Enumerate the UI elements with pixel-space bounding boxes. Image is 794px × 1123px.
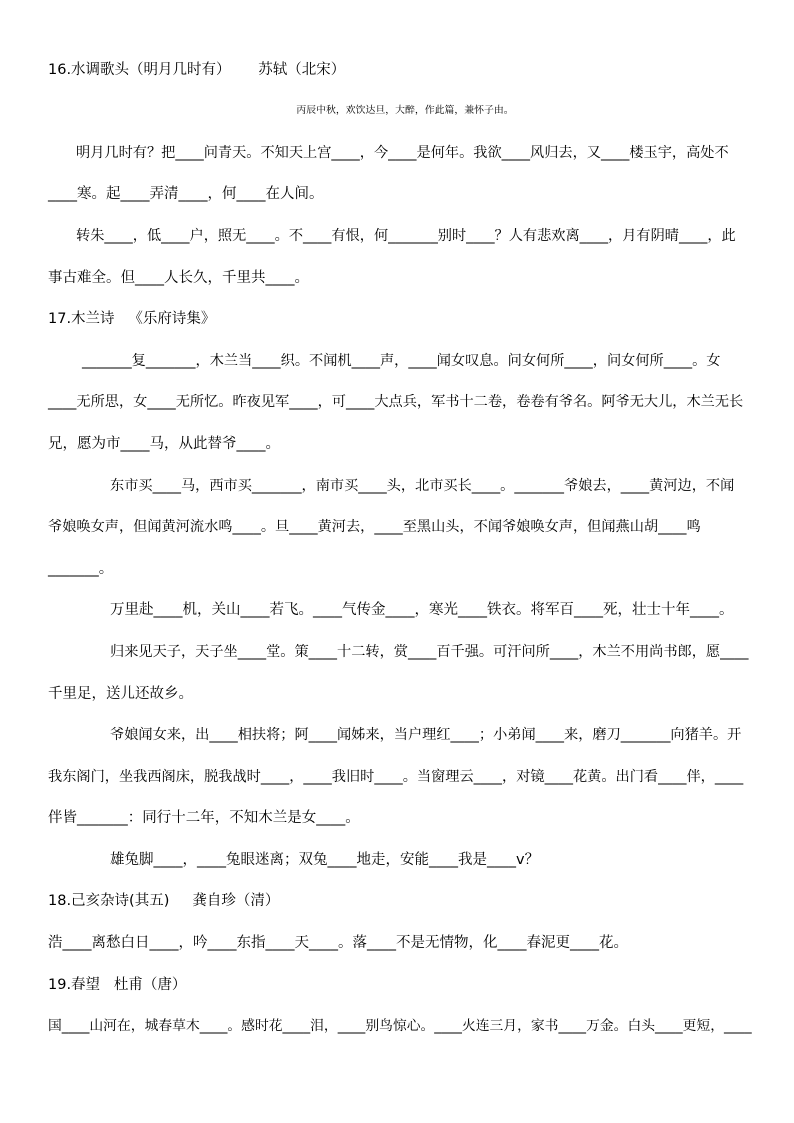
text-line: ____寒。起____弄清____，何____在人间。 — [48, 186, 324, 202]
text-line: 转朱____，低____户，照无____。不____有恨，何_______别时____？人有悲欢离____，月有阴晴____，此 — [76, 228, 736, 244]
section-19-heading: 19.春望 杜甫（唐） — [48, 977, 187, 993]
text-line: 兄，愿为市____马，从此替爷____。 — [48, 436, 280, 452]
text-line: 伴皆_______：同行十二年，不知木兰是女____。 — [48, 810, 360, 826]
text-line: 东市买____马，西市买_______，南市买____头，北市买长____。_______爷娘去，____黄河边，不闻 — [110, 478, 735, 494]
preface-line: 丙辰中秋，欢饮达旦，大醉，作此篇，兼怀子由。 — [296, 105, 514, 116]
text-line: 千里足，送儿还故乡。 — [48, 686, 193, 702]
text-line: _______。 — [48, 561, 114, 577]
text-line: _______复_______，木兰当____织。不闻机____声，____闻女叹息。问女何所____，问女何所____。女 — [82, 353, 721, 369]
text-line: 爷娘唤女声，但闻黄河流水鸣____。旦____黄河去，____至黑山头，不闻爷娘唤女声，但闻燕山胡____鸣 — [48, 519, 701, 535]
section-17-heading: 17.木兰诗 《乐府诗集》 — [48, 311, 216, 327]
text-line: 万里赴____机，关山____若飞。____气传金____，寒光____铁衣。将军百____死，壮士十年____。 — [110, 602, 734, 618]
section-18-heading: 18.己亥杂诗(其五) 龚自珍（清） — [48, 893, 280, 909]
text-line: 我东阁门，坐我西阁床，脱我战时____，____我旧时____。当窗理云____，对镜____花黄。出门看____伴，____ — [48, 769, 744, 785]
text-line: 明月几时有？把____问青天。不知天上宫____，今____是何年。我欲____风归去，又____楼玉宇，高处不 — [76, 145, 729, 161]
text-line: 归来见天子，天子坐____堂。策____十二转，赏____百千强。可汗问所____，木兰不用尚书郎，愿____ — [110, 644, 749, 660]
section-16-heading: 16.水调歌头（明月几时有） 苏轼（北宋） — [48, 62, 346, 78]
text-line: 爷娘闻女来，出____相扶将；阿____闻姊来，当户理红____；小弟闻____来，磨刀_______向猪羊。开 — [110, 727, 742, 743]
text-line: 事古难全。但____人长久，千里共____。 — [48, 270, 309, 286]
text-line: ____无所思，女____无所忆。昨夜见军____，可____大点兵，军书十二卷，卷卷有爷名。阿爷无大儿，木兰无长 — [48, 394, 744, 410]
text-line: 浩____离愁白日____，吟____东指____天____。落____不是无情物，化____春泥更____花。 — [48, 935, 628, 951]
text-line: 国____山河在，城春草木____。感时花____泪，____别鸟惊心。____火连三月，家书____万金。白头____更短，____ — [48, 1018, 752, 1034]
text-line: 雄兔脚____，____兔眼迷离；双兔____地走，安能____我是____v？ — [110, 852, 540, 868]
